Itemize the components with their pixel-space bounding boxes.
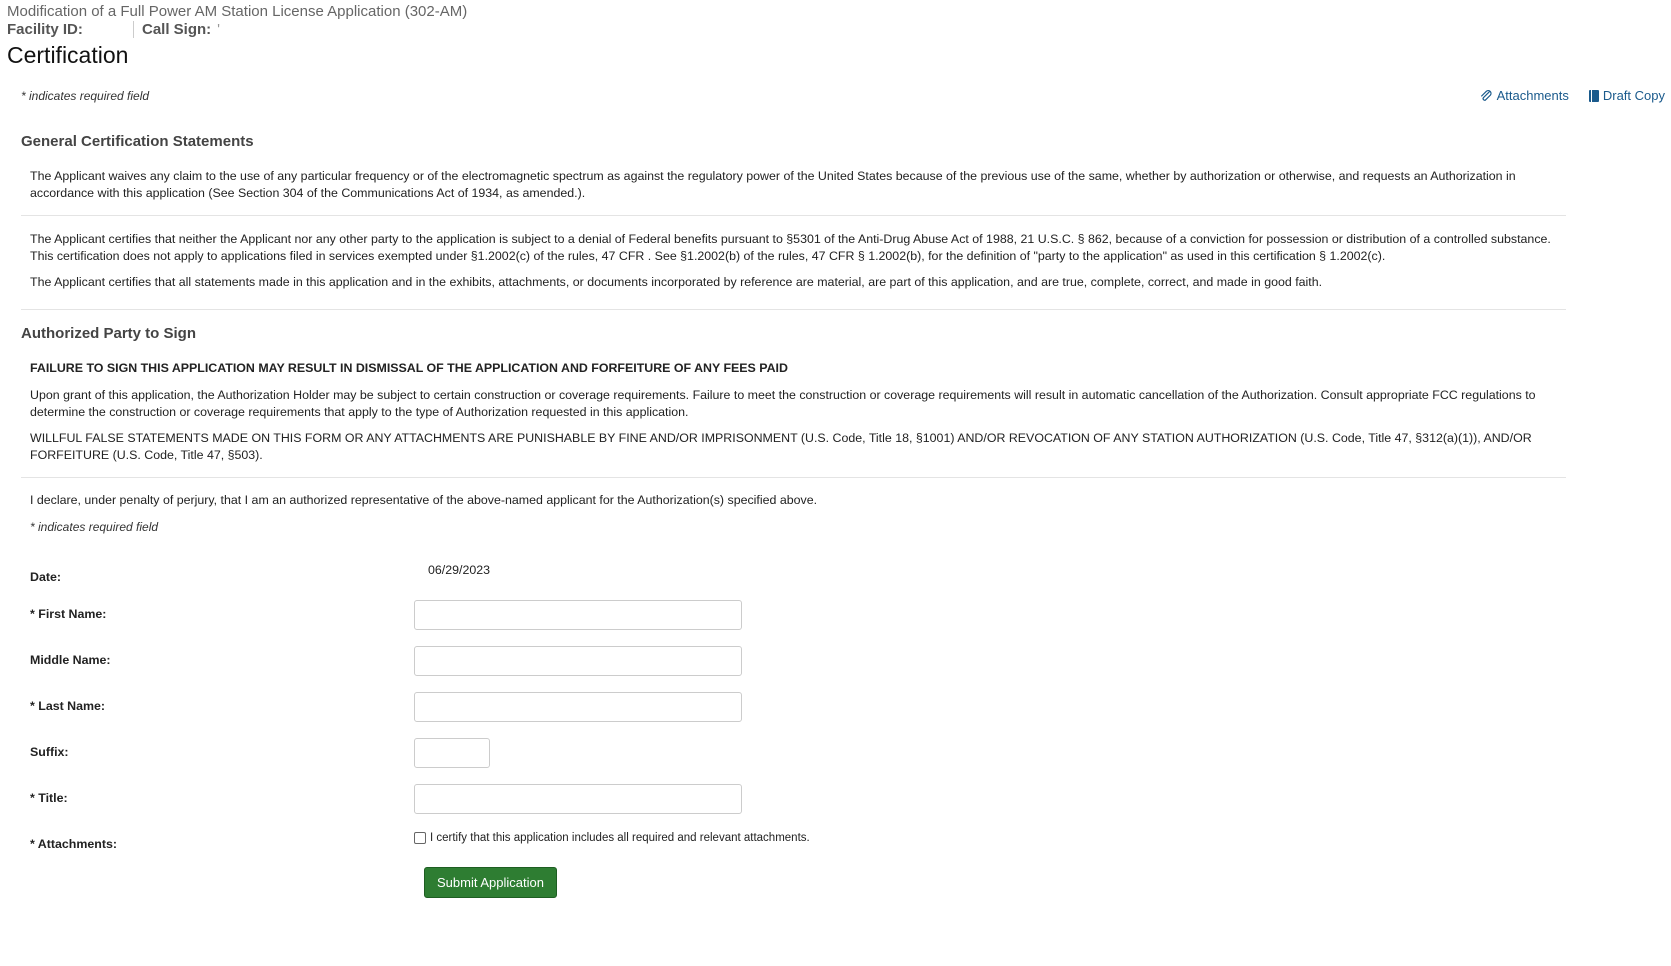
call-sign-value: ' (217, 21, 221, 38)
failure-to-sign-warning: FAILURE TO SIGN THIS APPLICATION MAY RESULT IN DISMISSAL OF THE APPLICATION AND FORFEITURE OF ANY FEES PAID (30, 361, 788, 375)
first-name-label: * First Name: (30, 607, 107, 621)
divider (21, 477, 1566, 478)
attachments-link[interactable] (1479, 88, 1569, 103)
title-input[interactable] (414, 784, 742, 814)
date-value: 06/29/2023 (428, 563, 491, 577)
suffix-label: Suffix: (30, 745, 69, 759)
waiver-statement: The Applicant waives any claim to the use of any particular frequency or of the electromagnetic spectrum as against the regulatory power of the United States because of the previous use of the same, whether by authorization or otherwise, and requests an Authorization in accordance with this application (See Section 304 of the Communications Act of 1934, as amended.). (30, 169, 1516, 200)
false-statements-warning: WILLFUL FALSE STATEMENTS MADE ON THIS FORM OR ANY ATTACHMENTS ARE PUNISHABLE BY FINE AND/OR IMPRISONMENT (U.S. Code, Title 18, §1001) AND/OR REVOCATION OF ANY STATION AUTHORIZATION (U.S. Code, Title 47, §312(a)(1)), AND/OR FORFEITURE (U.S. Code, Title 47, §503). (30, 431, 1532, 462)
submit-application-button[interactable]: Submit Application (424, 867, 557, 898)
paperclip-icon (1479, 89, 1493, 103)
construction-requirements-statement: Upon grant of this application, the Authorization Holder may be subject to certain construction or coverage requirements. Failure to meet the construction or coverage requirements will result in automatic cancellation of the Authorization. Consult appropriate FCC regulations to determine the construction or coverage requirements that apply to the type of Authorization requested in this application. (30, 388, 1536, 419)
attachments-link-label: Attachments (1496, 88, 1569, 103)
facility-id-label: Facility ID: (7, 21, 134, 38)
anti-drug-statement: The Applicant certifies that neither the Applicant nor any other party to the application is subject to a denial of Federal benefits pursuant to §5301 of the Anti-Drug Abuse Act of 1988, 21 U.S.C. § 862, because of a conviction for possession or distribution of a controlled substance. This certification does not apply to applications filed in services exempted under §1.2002(c) of the rules, 47 CFR . See §1.2002(b) of the rules, 47 CFR § 1.2002(b), for the definition of "party to the application" as used in this certification § 1.2002(c). (30, 232, 1551, 263)
perjury-declaration: I declare, under penalty of perjury, that I am an authorized representative of the above-named applicant for the Authorization(s) specified above. (30, 493, 818, 507)
draft-copy-link-label: Draft Copy (1602, 88, 1665, 103)
date-label: Date: (30, 570, 61, 584)
divider (21, 215, 1566, 216)
divider (21, 309, 1566, 310)
draft-copy-link[interactable] (1589, 88, 1665, 103)
attachments-certify-option[interactable] (414, 832, 810, 844)
page-title: Certification (7, 42, 129, 68)
authorized-party-heading: Authorized Party to Sign (21, 325, 197, 342)
last-name-label: * Last Name: (30, 699, 106, 713)
attachments-label: * Attachments: (30, 837, 117, 851)
call-sign (134, 21, 220, 38)
required-field-note: * indicates required field (30, 520, 159, 534)
truthfulness-statement: The Applicant certifies that all statements made in this application and in the exhibits, attachments, or documents incorporated by reference are material, are part of this application, and are true, complete, correct, and made in good faith. (30, 275, 1323, 289)
form-title: Modification of a Full Power AM Station License Application (302-AM) (7, 3, 468, 20)
first-name-input[interactable] (414, 600, 742, 630)
middle-name-input[interactable] (414, 646, 742, 676)
attachments-certify-checkbox[interactable] (414, 832, 426, 844)
required-field-note: * indicates required field (21, 89, 150, 103)
last-name-input[interactable] (414, 692, 742, 722)
book-icon (1589, 90, 1599, 102)
title-label: * Title: (30, 791, 68, 805)
station-ids (7, 21, 220, 38)
middle-name-label: Middle Name: (30, 653, 111, 667)
general-certification-heading: General Certification Statements (21, 133, 254, 150)
top-links (1479, 88, 1665, 103)
suffix-input[interactable] (414, 738, 490, 768)
call-sign-label: Call Sign: (142, 21, 212, 38)
attachments-certify-label: I certify that this application includes all required and relevant attachments. (430, 832, 810, 844)
